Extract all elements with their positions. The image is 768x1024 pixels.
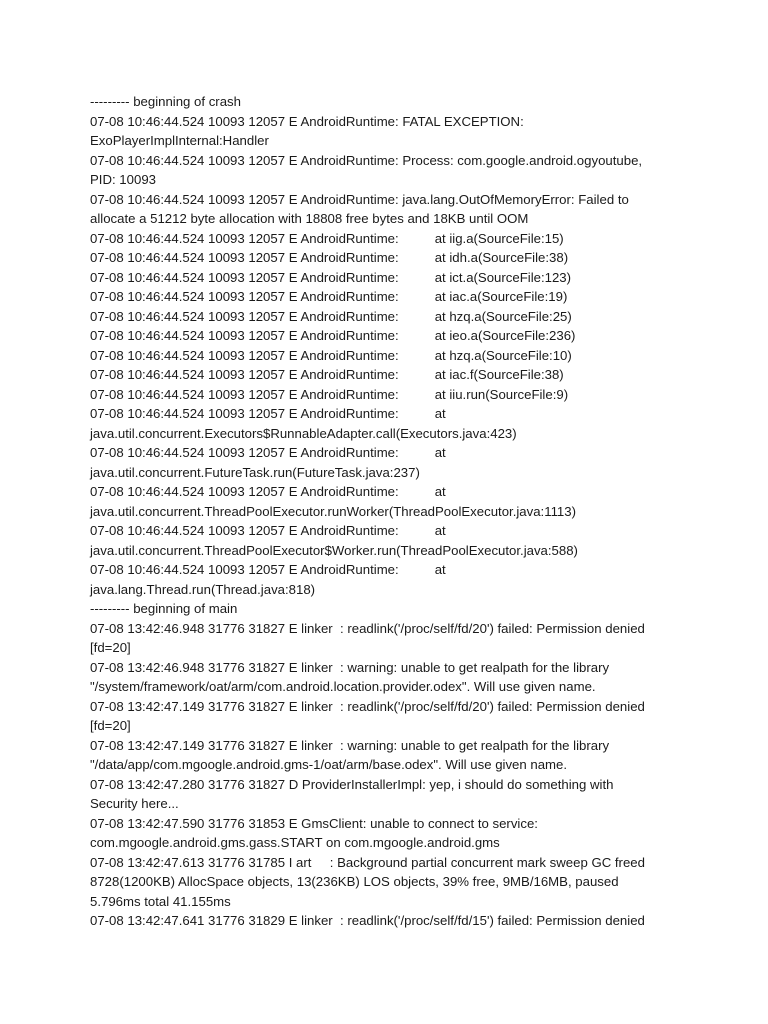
log-line: java.util.concurrent.Executors$RunnableAdapter.call(Executors.java:423) (90, 425, 517, 441)
log-document (90, 92, 690, 931)
log-line: java.lang.Thread.run(Thread.java:818) (90, 581, 316, 597)
log-line: java.util.concurrent.FutureTask.run(FutureTask.java:237) (90, 464, 420, 480)
log-line: allocate a 51212 byte allocation with 18808 free bytes and 18KB until OOM (90, 211, 529, 226)
log-line: 07-08 13:42:47.149 31776 31827 E linker : warning: unable to get realpath for the library (90, 737, 610, 753)
log-line: 07-08 10:46:44.524 10093 12057 E AndroidRuntime: at idh.a(SourceFile:38) (90, 250, 569, 265)
log-line: 07-08 10:46:44.524 10093 12057 E AndroidRuntime: at (90, 445, 446, 460)
log-line: java.util.concurrent.ThreadPoolExecutor.runWorker(ThreadPoolExecutor.java:1113) (90, 503, 576, 519)
log-line: 07-08 13:42:46.948 31776 31827 E linker : readlink('/proc/self/fd/20') failed: Permission denied (90, 620, 645, 636)
log-line: 07-08 13:42:47.149 31776 31827 E linker : readlink('/proc/self/fd/20') failed: Permission denied (90, 698, 645, 714)
log-line: 07-08 10:46:44.524 10093 12057 E AndroidRuntime: at ict.a(SourceFile:123) (90, 269, 572, 285)
log-line: 07-08 10:46:44.524 10093 12057 E AndroidRuntime: Process: com.google.android.ogyoutube, (90, 152, 643, 168)
log-line: [fd=20] (90, 718, 131, 733)
log-line: java.util.concurrent.ThreadPoolExecutor$Worker.run(ThreadPoolExecutor.java:588) (90, 542, 578, 558)
log-line: 07-08 10:46:44.524 10093 12057 E AndroidRuntime: at (90, 562, 446, 577)
log-line: 07-08 10:46:44.524 10093 12057 E AndroidRuntime: at iig.a(SourceFile:15) (90, 230, 564, 246)
log-line: 07-08 10:46:44.524 10093 12057 E AndroidRuntime: at iiu.run(SourceFile:9) (90, 386, 569, 402)
log-line: 07-08 10:46:44.524 10093 12057 E AndroidRuntime: at (90, 523, 446, 538)
log-line: 07-08 13:42:47.613 31776 31785 I art : Background partial concurrent mark sweep GC freed (90, 854, 645, 870)
log-line: 07-08 10:46:44.524 10093 12057 E AndroidRuntime: at iac.f(SourceFile:38) (90, 367, 564, 382)
log-line: [fd=20] (90, 640, 131, 655)
log-line: Security here... (90, 796, 179, 811)
log-line: 07-08 10:46:44.524 10093 12057 E AndroidRuntime: at hzq.a(SourceFile:10) (90, 347, 572, 363)
log-line: ExoPlayerImplInternal:Handler (90, 133, 269, 148)
log-line: 07-08 10:46:44.524 10093 12057 E AndroidRuntime: at iac.a(SourceFile:19) (90, 289, 568, 304)
log-line: --------- beginning of main (90, 601, 238, 616)
log-line: --------- beginning of crash (90, 94, 241, 109)
log-line: PID: 10093 (90, 172, 156, 187)
log-line: 5.796ms total 41.155ms (90, 893, 231, 909)
log-line: 07-08 13:42:47.641 31776 31829 E linker : readlink('/proc/self/fd/15') failed: Permission denied (90, 913, 645, 928)
log-line: 07-08 10:46:44.524 10093 12057 E AndroidRuntime: FATAL EXCEPTION: (90, 113, 524, 129)
log-line: com.mgoogle.android.gms.gass.START on com.mgoogle.android.gms (90, 835, 500, 850)
log-line: 07-08 10:46:44.524 10093 12057 E AndroidRuntime: at (90, 484, 446, 499)
log-line: 07-08 13:42:46.948 31776 31827 E linker : warning: unable to get realpath for the library (90, 659, 610, 675)
log-line: 07-08 10:46:44.524 10093 12057 E AndroidRuntime: java.lang.OutOfMemoryError: Failed to (90, 191, 629, 207)
log-line: 07-08 13:42:47.590 31776 31853 E GmsClient: unable to connect to service: (90, 815, 538, 831)
log-line: 07-08 10:46:44.524 10093 12057 E AndroidRuntime: at hzq.a(SourceFile:25) (90, 308, 572, 324)
log-line: 07-08 10:46:44.524 10093 12057 E AndroidRuntime: at (90, 406, 446, 421)
log-line: "/system/framework/oat/arm/com.android.location.provider.odex". Will use given name. (90, 679, 596, 694)
log-line: 8728(1200KB) AllocSpace objects, 13(236KB) LOS objects, 39% free, 9MB/16MB, paused (90, 874, 619, 889)
log-line: 07-08 13:42:47.280 31776 31827 D ProviderInstallerImpl: yep, i should do something with (90, 776, 614, 792)
log-line: "/data/app/com.mgoogle.android.gms-1/oat/arm/base.odex". Will use given name. (90, 757, 568, 772)
log-line: 07-08 10:46:44.524 10093 12057 E AndroidRuntime: at ieo.a(SourceFile:236) (90, 328, 576, 343)
